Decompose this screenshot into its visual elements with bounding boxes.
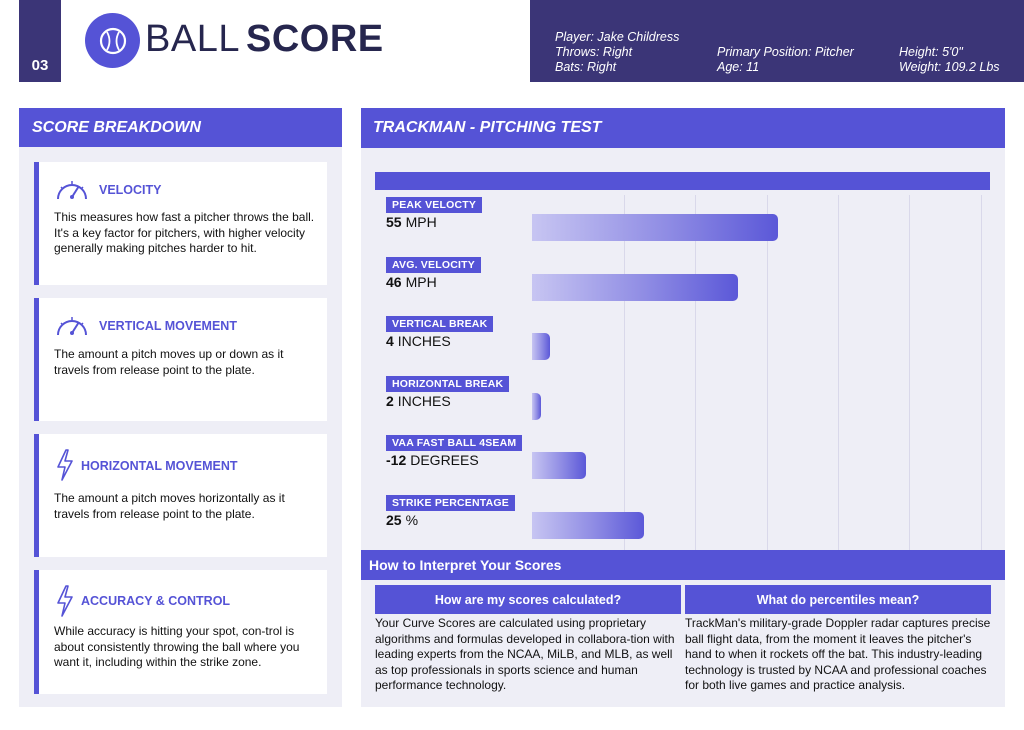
card-accuracy-control [34, 570, 327, 694]
percentiles-header: What do percentiles mean? [685, 585, 991, 614]
score-breakdown-panel [19, 108, 342, 707]
speedometer-icon [54, 175, 90, 205]
gridline [981, 195, 982, 550]
metric-label: HORIZONTAL BREAK [386, 376, 509, 392]
speedometer-icon [54, 311, 90, 341]
card-vertical-movement [34, 298, 327, 421]
player-name: Player: Jake Childress [555, 30, 680, 44]
lightning-icon [54, 448, 76, 482]
metric-value [386, 452, 479, 468]
metric-label: VERTICAL BREAK [386, 316, 493, 332]
gridline [695, 195, 696, 550]
metric-bar [532, 512, 644, 539]
card-horizontal-movement [34, 434, 327, 557]
page-number-tab [19, 0, 61, 82]
score-breakdown-title: SCORE BREAKDOWN [19, 108, 342, 147]
card-velocity [34, 162, 327, 285]
metric-value [386, 274, 437, 290]
brand-title [145, 18, 384, 61]
player-height: Height: 5'0" [899, 45, 963, 59]
metric-number: 55 [386, 214, 402, 230]
metric-label: STRIKE PERCENTAGE [386, 495, 515, 511]
logo-badge [85, 13, 140, 68]
metric-value [386, 333, 451, 349]
metric-label: VAA FAST BALL 4SEAM [386, 435, 522, 451]
metric-unit: MPH [405, 273, 437, 290]
metric-unit: INCHES [397, 392, 451, 409]
metric-label: PEAK VELOCTY [386, 197, 482, 213]
card-title: HORIZONTAL MOVEMENT [81, 459, 238, 473]
gridline [624, 195, 625, 550]
metric-bar [532, 214, 778, 241]
baseball-icon [98, 26, 128, 56]
metric-number: 46 [386, 273, 402, 290]
card-title: VELOCITY [99, 183, 162, 197]
card-description: The amount a pitch moves horizontally as it travels from release point to the plate. [54, 491, 285, 521]
player-age: Age: 11 [717, 60, 760, 74]
trackman-title: TRACKMAN - PITCHING TEST [361, 108, 1005, 148]
metric-bar [532, 393, 541, 420]
card-title: VERTICAL MOVEMENT [99, 319, 237, 333]
percentiles-text: TrackMan's military-grade Doppler radar captures precise ball flight data, from the moment it leaves the pitcher's hand to when it rockets off the bat. This industry-leading technology is trusted by NCAA and professional coaches for both live games and practice analysis. [685, 616, 991, 692]
metric-unit: INCHES [397, 333, 451, 349]
pitching-chart [361, 148, 1005, 550]
page-number: 03 [31, 57, 49, 74]
metric-number: -12 [386, 452, 407, 468]
gridline [767, 195, 768, 550]
brand-bold: SCORE [245, 18, 384, 60]
metric-number: 4 [386, 333, 394, 349]
brand-light: BALL [145, 18, 240, 60]
player-bats: Bats: Right [555, 60, 617, 74]
card-description: This measures how fast a pitcher throws the ball. It's a key factor for pitchers, with higher velocity generally making pitches harder to hit. [54, 210, 315, 255]
metric-number: 2 [386, 392, 394, 409]
metric-value [386, 512, 418, 528]
card-title: ACCURACY & CONTROL [81, 594, 231, 608]
gridline [909, 195, 910, 550]
card-description: While accuracy is hitting your spot, con-trol is about consistently throwing the ball where you want it, including within the strike zone. [54, 624, 300, 669]
scores-calculated-text: Your Curve Scores are calculated using proprietary algorithms and formulas developed in collabora-tion with leading experts from the NCAA, MiLB, and MLB, as well as top professionals in sports science and human performance technology. [375, 616, 675, 692]
metric-unit: MPH [405, 214, 437, 230]
metric-value [386, 214, 437, 230]
card-description: The amount a pitch moves up or down as it travels from release point to the plate. [54, 347, 284, 377]
trackman-panel [361, 108, 1005, 707]
metric-bar [532, 333, 550, 360]
metric-value [386, 393, 451, 409]
gridline [838, 195, 839, 550]
metric-number: 25 [386, 511, 402, 528]
metric-bar [532, 452, 586, 479]
chart-top-bar [375, 172, 990, 190]
lightning-icon [54, 584, 76, 618]
metric-label: AVG. VELOCITY [386, 257, 481, 273]
player-throws: Throws: Right [555, 45, 633, 59]
interpretation-title: How to Interpret Your Scores [361, 550, 1005, 580]
player-position: Primary Position: Pitcher [717, 45, 854, 59]
scores-calculated-header: How are my scores calculated? [375, 585, 681, 614]
metric-bar [532, 274, 738, 301]
metric-unit: DEGREES [410, 452, 479, 468]
metric-unit: % [405, 511, 419, 528]
player-info [530, 0, 1024, 82]
player-weight: Weight: 109.2 Lbs [899, 60, 1000, 74]
